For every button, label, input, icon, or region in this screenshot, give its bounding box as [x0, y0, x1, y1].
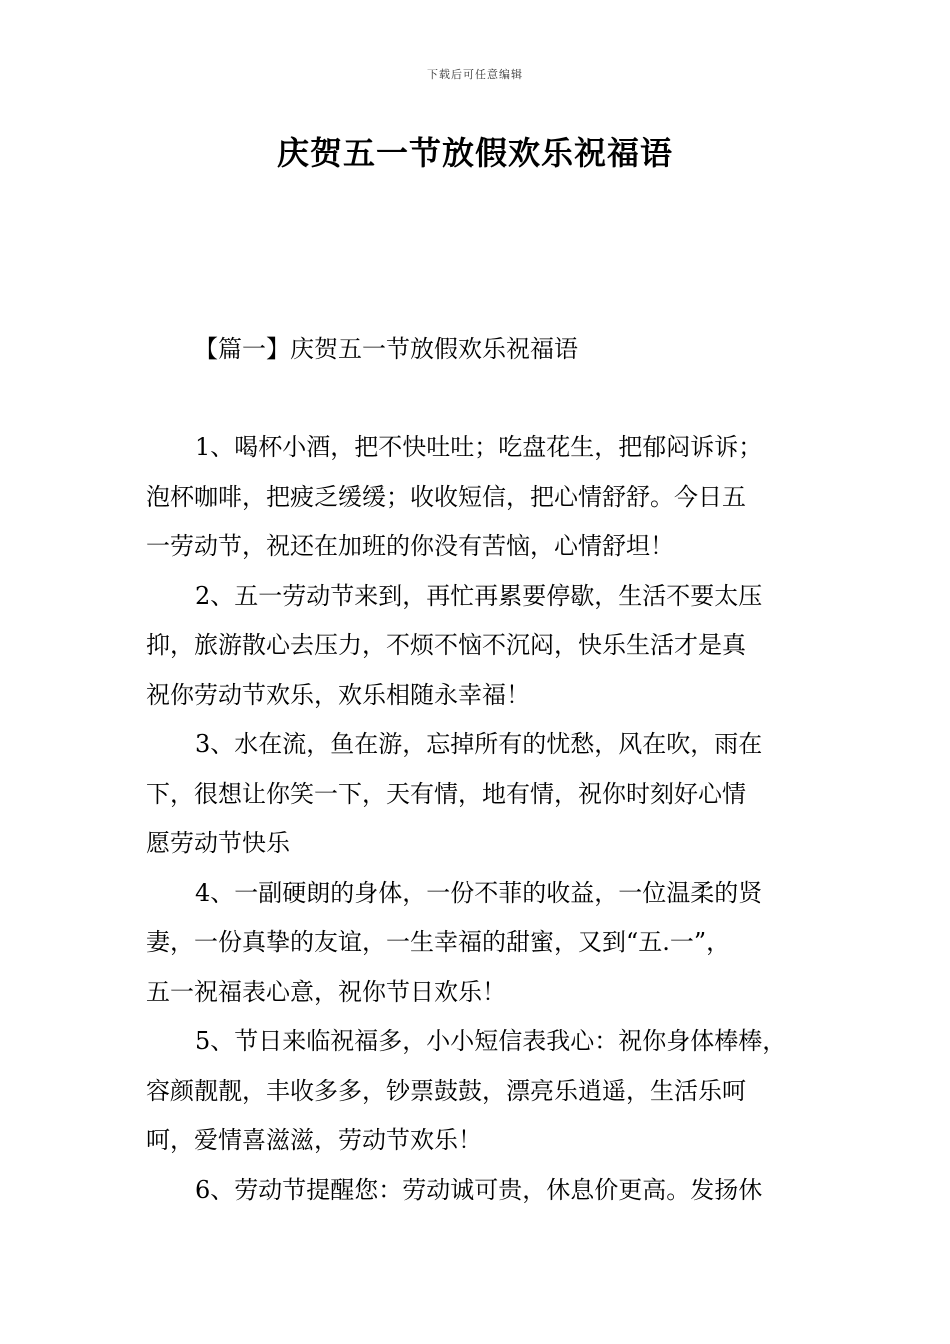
paragraph-line: 妻，一份真挚的友谊，一生幸福的甜蜜，又到“五.一”，: [146, 928, 731, 956]
paragraph-line: 五一祝福表心意，祝你节日欢乐！: [146, 977, 506, 1006]
paragraph-line: 3、水在流，鱼在游，忘掉所有的忧愁，风在吹，雨在: [195, 730, 763, 758]
paragraph-line: 5、节日来临祝福多，小小短信表我心：祝你身体棒棒，: [195, 1027, 787, 1055]
paragraph-line: 2、五一劳动节来到，再忙再累要停歇，生活不要太压: [195, 581, 763, 610]
paragraph-line: 愿劳动节快乐: [146, 829, 290, 857]
paragraph-line: 下，很想让你笑一下，天有情，地有情，祝你时刻好心情: [146, 779, 746, 808]
paragraph-1: [146, 423, 836, 572]
document-title: 庆贺五一节放假欢乐祝福语: [276, 134, 673, 172]
paragraph-line: 容颜靓靓，丰收多多，钞票鼓鼓，漂亮乐逍遥，生活乐呵: [146, 1076, 746, 1105]
paragraph-line: 祝你劳动节欢乐，欢乐相随永幸福！: [146, 680, 530, 709]
paragraph-line: 一劳动节，祝还在加班的你没有苦恼，心情舒坦！: [146, 532, 674, 560]
paragraph-3: [146, 720, 836, 869]
paragraph-line: 1、喝杯小酒，把不快吐吐；吃盘花生，把郁闷诉诉；: [195, 433, 763, 461]
paragraph-line: 6、劳动节提醒您：劳动诚可贵，休息价更高。发扬休: [195, 1175, 763, 1204]
document-body: [146, 423, 836, 1215]
paragraph-6: [146, 1166, 836, 1216]
paragraph-line: 4、一副硬朗的身体，一份不菲的收益，一位温柔的贤: [195, 878, 763, 907]
section-heading: 【篇一】庆贺五一节放假欢乐祝福语: [194, 335, 578, 363]
paragraph-2: [146, 572, 836, 721]
paragraph-line: 泡杯咖啡，把疲乏缓缓；收收短信，把心情舒舒。今日五: [146, 482, 746, 511]
paragraph-5: [146, 1017, 836, 1166]
paragraph-4: [146, 869, 836, 1018]
paragraph-line: 抑，旅游散心去压力，不烦不恼不沉闷，快乐生活才是真: [146, 631, 746, 659]
paragraph-line: 呵，爱情喜滋滋，劳动节欢乐！: [146, 1126, 482, 1154]
header-note: 下载后可任意编辑: [427, 68, 523, 81]
